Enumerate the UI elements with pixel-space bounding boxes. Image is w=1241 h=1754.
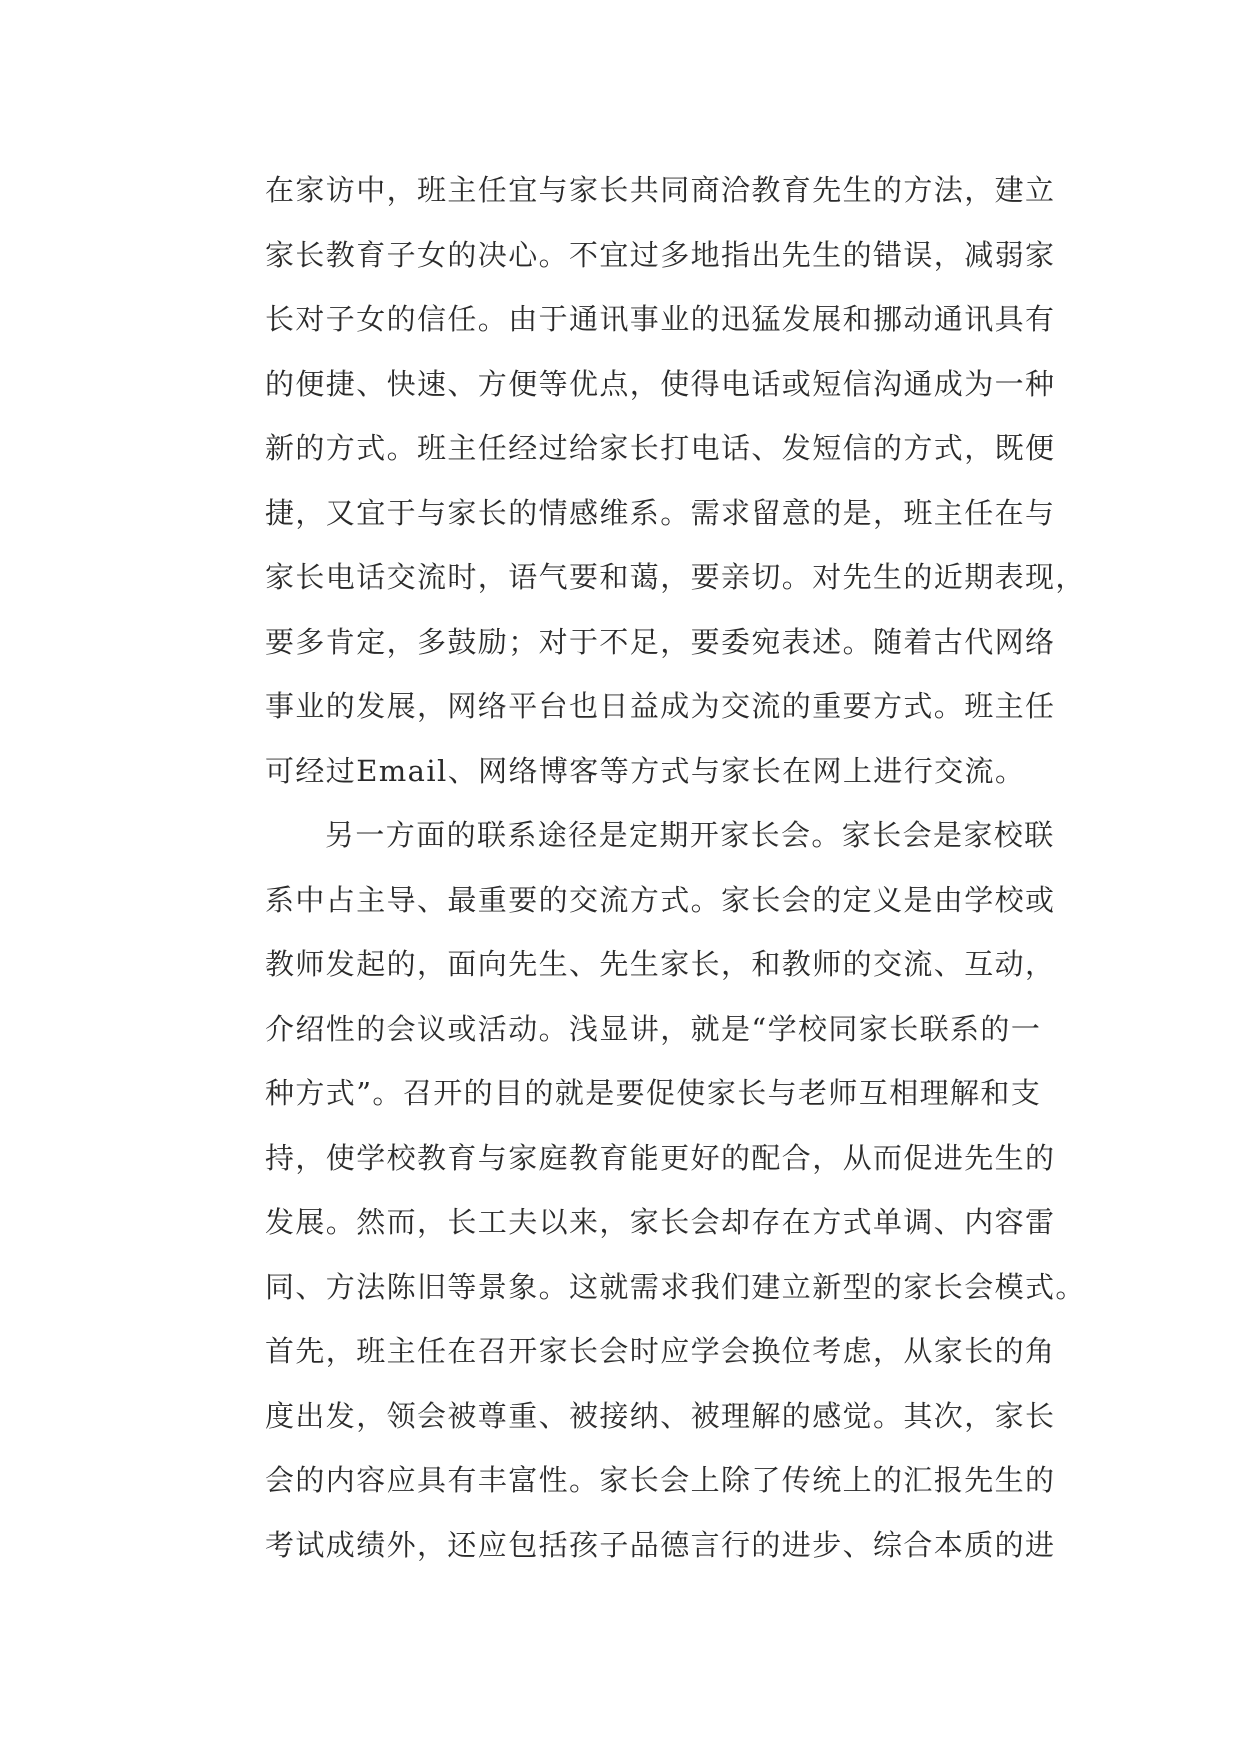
- text-line-13: 教师发起的，面向先生、先生家长，和教师的交流、互动，: [265, 947, 1056, 981]
- body-text: [265, 158, 1086, 1577]
- text-line-22: 考试成绩外，还应包括孩子品德言行的进步、综合本质的进: [265, 1527, 1056, 1562]
- text-line-7: 家长电话交流时，语气要和蔼，要亲切。对先生的近期表现，: [265, 560, 1086, 594]
- text-line-20: 度出发，领会被尊重、被接纳、被理解的感觉。其次，家长: [265, 1398, 1056, 1433]
- text-line-16: 持，使学校教育与家庭教育能更好的配合，从而促进先生的: [265, 1140, 1056, 1175]
- text-line-6: 捷，又宜于与家长的情感维系。需求留意的是，班主任在与: [265, 495, 1056, 530]
- text-line-19: 首先，班主任在召开家长会时应学会换位考虑，从家长的角: [265, 1334, 1056, 1368]
- text-line-5: 新的方式。班主任经过给家长打电话、发短信的方式，既便: [265, 431, 1056, 465]
- text-line-8: 要多肯定，多鼓励；对于不足，要委宛表述。随着古代网络: [265, 624, 1056, 659]
- text-line-1: 在家访中，班主任宜与家长共同商洽教育先生的方法，建立: [265, 173, 1056, 207]
- text-line-18: 同、方法陈旧等景象。这就需求我们建立新型的家长会模式。: [265, 1269, 1086, 1304]
- text-line-12: 系中占主导、最重要的交流方式。家长会的定义是由学校或: [265, 882, 1056, 917]
- text-line-21: 会的内容应具有丰富性。家长会上除了传统上的汇报先生的: [265, 1463, 1056, 1497]
- text-line-4: 的便捷、快速、方便等优点，使得电话或短信沟通成为一种: [265, 366, 1056, 401]
- text-line-17: 发展。然而，长工夫以来，家长会却存在方式单调、内容雷: [265, 1205, 1056, 1239]
- text-line-10: 可经过Email、网络博客等方式与家长在网上进行交流。: [265, 753, 1026, 788]
- text-line-2: 家长教育子女的决心。不宜过多地指出先生的错误，减弱家: [265, 237, 1056, 272]
- text-line-14: 介绍性的会议或活动。浅显讲，就是“学校同家长联系的一: [265, 1011, 1042, 1046]
- text-line-11: 另一方面的联系途径是定期开家长会。家长会是家校联: [325, 818, 1055, 852]
- text-line-9: 事业的发展，网络平台也日益成为交流的重要方式。班主任: [265, 689, 1056, 723]
- text-line-15: 种方式”。召开的目的就是要促使家长与老师互相理解和支: [265, 1076, 1042, 1110]
- text-line-3: 长对子女的信任。由于通讯事业的迅猛发展和挪动通讯具有: [265, 302, 1056, 336]
